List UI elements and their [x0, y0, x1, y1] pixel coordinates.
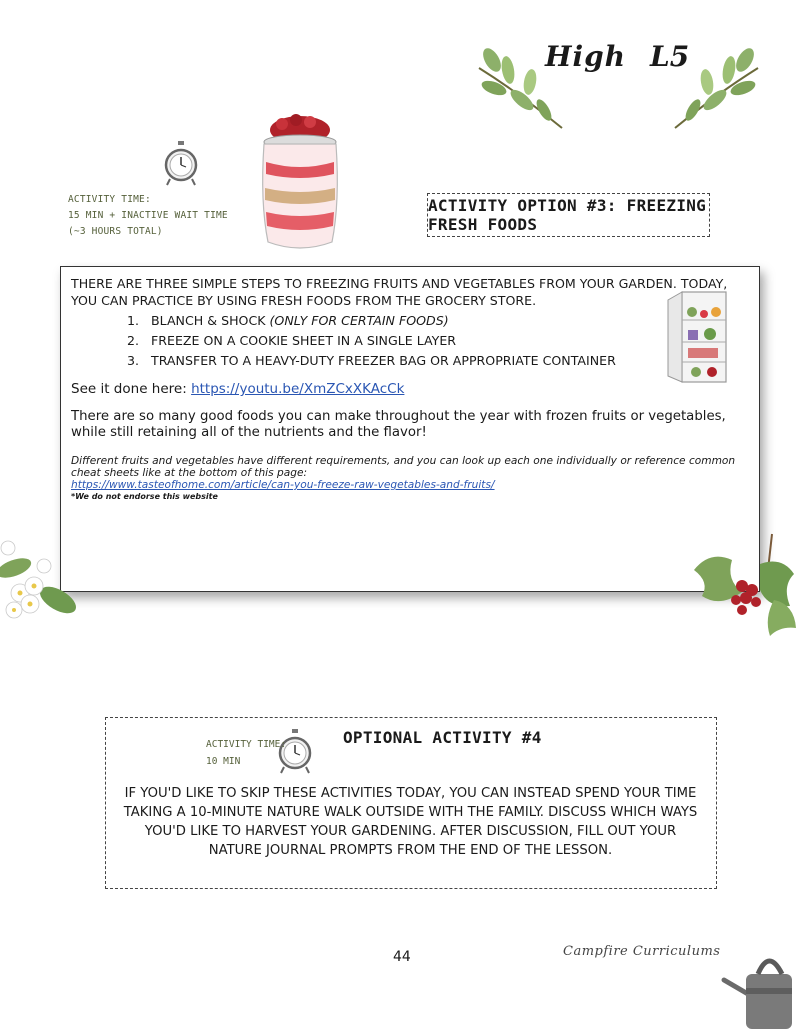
- video-link[interactable]: https://youtu.be/XmZCxXKAcCk: [191, 381, 405, 397]
- step-text: TRANSFER TO A HEAVY-DUTY FREEZER BAG OR APPROPRIATE CONTAINER: [151, 353, 616, 368]
- leaf-sprig-icon: [474, 48, 569, 133]
- intro-text: THERE ARE THREE SIMPLE STEPS TO FREEZING FRUITS AND VEGETABLES FROM YOUR GARDEN. TODAY, YOU CAN PRACTICE BY USING FRESH FOODS FROM THE GROCERY STORE.: [71, 276, 728, 308]
- grade-label: High: [545, 40, 627, 73]
- activity-time-line1: 15 MIN + INACTIVE WAIT TIME: [68, 210, 228, 221]
- step-item: [143, 331, 749, 351]
- activity-4-time-label: ACTIVITY TIME:: [206, 739, 287, 750]
- activity-time-label: ACTIVITY TIME:: [68, 194, 151, 205]
- steps-list: [71, 311, 749, 371]
- holly-berries-illustration: [690, 530, 800, 640]
- leaf-sprig-icon: [668, 48, 763, 133]
- step-note: (ONLY FOR CERTAIN FOODS): [269, 313, 449, 328]
- berry-jar-illustration: [250, 112, 350, 257]
- activity-option-3-title: ACTIVITY OPTION #3: FREEZING FRESH FOODS: [427, 193, 710, 237]
- step-text: BLANCH & SHOCK: [151, 313, 270, 328]
- optional-activity-4-text: IF YOU'D LIKE TO SKIP THESE ACTIVITIES TODAY, YOU CAN INSTEAD SPEND YOUR TIME TAKING A 10-MINUTE NATURE WALK OUTSIDE WITH THE FAMILY. DISCUSS WHICH WAYS YOU'D LIKE TO HARVEST YOUR GARDENING. AFTER DISCUSSION, FILL OUT YOUR NATURE JOURNAL PROMPTS FROM THE END OF THE LESSON.: [123, 786, 698, 858]
- activity-4-time: [206, 736, 286, 770]
- instructions-box: [60, 266, 760, 592]
- activity-time-line2: (~3 HOURS TOTAL): [68, 226, 163, 237]
- step-item: [143, 311, 749, 331]
- requirements-text: [71, 455, 749, 503]
- see-it-line: [71, 381, 749, 397]
- endorse-disclaimer: *We do not endorse this website: [71, 492, 218, 501]
- optional-activity-4-title: OPTIONAL ACTIVITY #4: [343, 728, 542, 747]
- level-label: L5: [650, 40, 690, 73]
- activity-4-time-value: 10 MIN: [206, 756, 241, 767]
- white-flowers-illustration: [0, 538, 82, 633]
- article-link[interactable]: https://www.tasteofhome.com/article/can-you-freeze-raw-vegetables-and-fruits/: [71, 479, 495, 491]
- stopwatch-icon: [162, 140, 200, 186]
- page-number: 44: [393, 949, 411, 965]
- brand-logo: Campfire Curriculums: [563, 944, 721, 959]
- requirements-note: Different fruits and vegetables have different requirements, and you can look up each one individually or reference common cheat sheets like at the bottom of this page:: [71, 455, 736, 479]
- many-foods-text: There are so many good foods you can make throughout the year with frozen fruits or vegetables, while still retaining all of the nutrients and the flavor!: [71, 409, 726, 440]
- step-item: [143, 351, 749, 371]
- activity-time: [68, 192, 228, 240]
- step-text: FREEZE ON A COOKIE SHEET IN A SINGLE LAYER: [151, 333, 457, 348]
- open-fridge-illustration: [664, 290, 736, 385]
- see-it-label: See it done here:: [71, 381, 192, 397]
- watering-can-icon: [718, 940, 800, 1029]
